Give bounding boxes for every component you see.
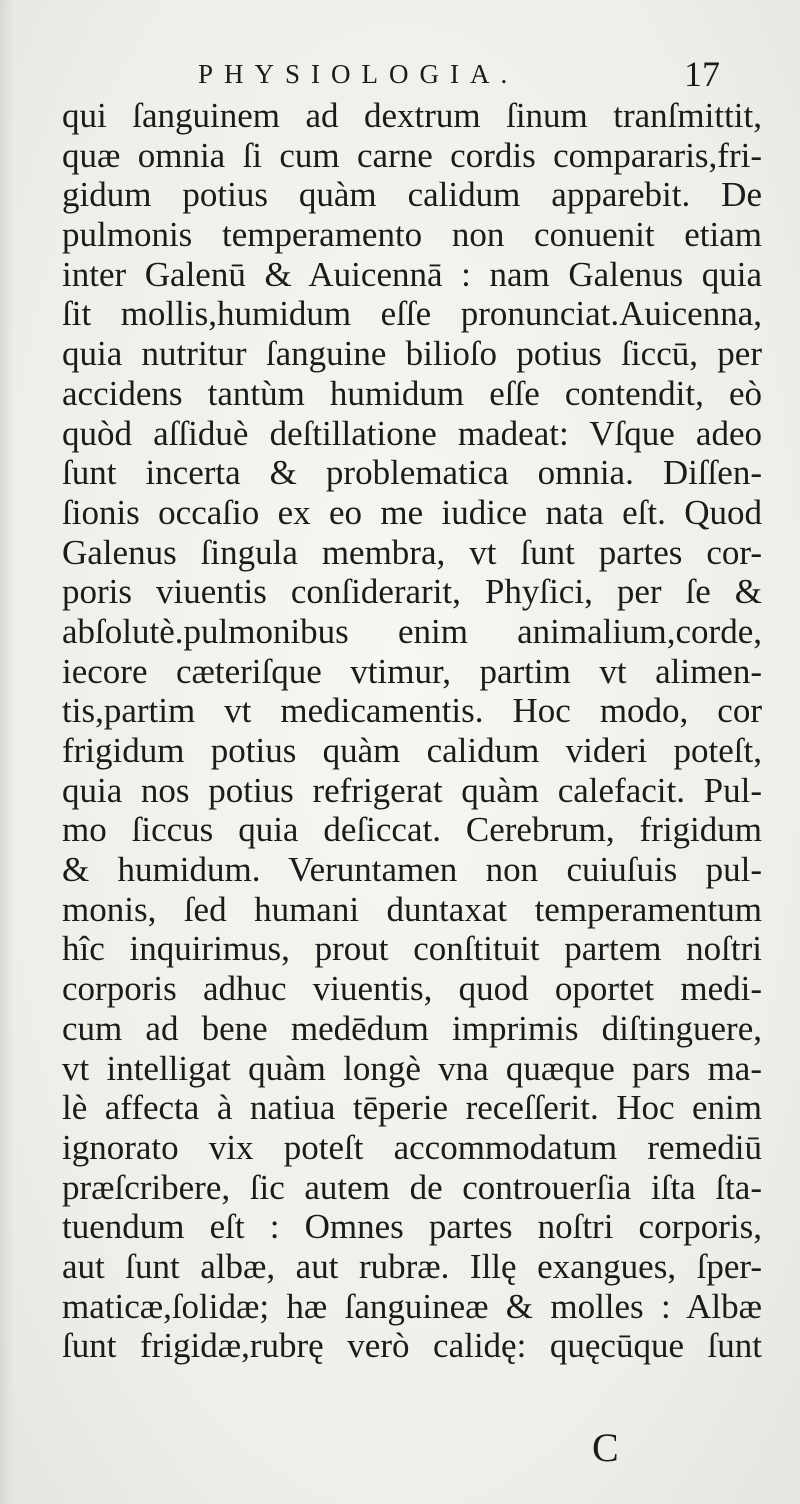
text-line: & humidum. Veruntamen non cuiuſuis pul- [62, 850, 762, 890]
text-line: ignorato vix poteſt accommodatum remediū [62, 1127, 762, 1167]
text-line: mo ſiccus quia deſiccat. Cerebrum, frigidum [62, 810, 762, 850]
text-line: poris viuentis conſiderarit, Phyſici, per ſe & [62, 572, 762, 612]
text-line: gidum potius quàm calidum apparebit. De [62, 175, 762, 215]
text-line: inter Galenū & Auicennā : nam Galenus quia [62, 254, 762, 294]
text-line: monis, ſed humani duntaxat temperamentum [62, 889, 762, 929]
text-line: quia nutritur ſanguine bilioſo potius ſiccū, per [62, 334, 762, 374]
text-line: abſolutè.pulmonibus enim animalium,corde, [62, 611, 762, 651]
text-line: iecore cæteriſque vtimur, partim vt alimen- [62, 651, 762, 691]
text-line: hîc inquirimus, prout conſtituit partem noſtri [62, 929, 762, 969]
catchword: C [592, 1425, 619, 1470]
text-line: accidens tantùm humidum eſſe contendit, eò [62, 373, 762, 413]
page-edge-shadow [0, 0, 14, 1504]
text-line: aut ſunt albæ, aut rubræ. Illę exangues, ſper- [62, 1246, 762, 1286]
text-line: frigidum potius quàm calidum videri poteſt, [62, 731, 762, 770]
text-line: ſit mollis,humidum eſſe pronunciat.Auicenna, [62, 294, 762, 334]
text-line: tis,partim vt medicamentis. Hoc modo, cor [62, 691, 762, 731]
text-line: corporis adhuc viuentis, quod oportet medi- [62, 969, 762, 1009]
text-line: Galenus ſingula membra, vt ſunt partes cor- [62, 532, 762, 572]
text-line: ſunt frigidæ,rubrę verò calidę: quęcūque ſunt [62, 1326, 762, 1366]
running-head: PHYSIOLOGIA. [198, 59, 519, 89]
page-number: 17 [684, 54, 720, 94]
page-header [0, 52, 800, 96]
text-line: quòd aſſiduè deſtillatione madeat: Vſque adeo [62, 413, 762, 453]
text-line: qui ſanguinem ad dextrum ſinum tranſmittit, [62, 96, 762, 135]
text-line: pulmonis temperamento non conuenit etiam [62, 215, 762, 255]
text-line: præſcribere, ſic autem de controuerſia iſta ſta- [62, 1167, 762, 1207]
text-line: ſunt incerta & problematica omnia. Diſſen- [62, 453, 762, 493]
text-line: lè affecta à natiua tēperie receſſerit. Hoc enim [62, 1088, 762, 1128]
body-text [62, 96, 762, 1366]
text-line: quæ omnia ſi cum carne cordis compararis,fri- [62, 135, 762, 175]
text-line: quia nos potius refrigerat quàm calefacit. Pul- [62, 770, 762, 810]
text-line: ſionis occaſio ex eo me iudice nata eſt. Quod [62, 492, 762, 532]
text-line: vt intelligat quàm longè vna quæque pars ma- [62, 1048, 762, 1088]
text-line: tuendum eſt : Omnes partes noſtri corporis, [62, 1207, 762, 1247]
text-line: cum ad bene medēdum imprimis diſtinguere, [62, 1008, 762, 1048]
text-line: maticæ,ſolidæ; hæ ſanguineæ & molles : Albæ [62, 1286, 762, 1326]
